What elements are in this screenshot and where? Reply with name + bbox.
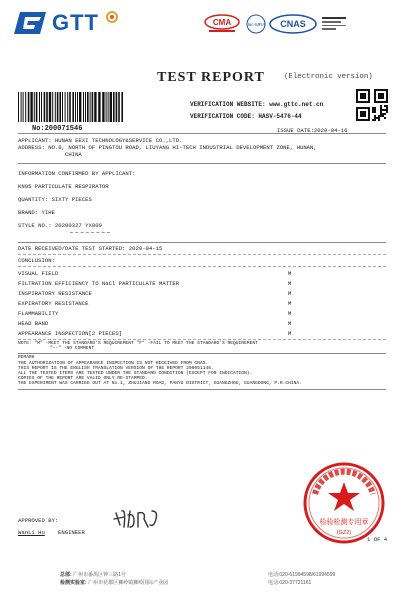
cnas-mark-text: CNAS bbox=[280, 19, 306, 29]
divider bbox=[70, 232, 110, 233]
divider bbox=[18, 242, 386, 243]
qr-code bbox=[356, 89, 388, 121]
result-value: M bbox=[288, 320, 292, 327]
approved-by-label: APPROVED BY: bbox=[18, 517, 59, 524]
barcode-icon bbox=[18, 92, 126, 122]
approver-role: ENGINEER bbox=[58, 529, 85, 536]
issue-date: ISSUE DATE:2020-04-16 bbox=[277, 127, 348, 134]
footer-tel2: 电话:020-37721161 bbox=[268, 580, 312, 586]
ilac-mark-text: ilac-MRA bbox=[246, 22, 266, 27]
page-number: 1 OF 4 bbox=[367, 536, 388, 543]
divider bbox=[18, 389, 386, 390]
remark-line: ALL THE TESTED ITEMS ARE TESTED UNDER THE STANDARD CONDITION (EXCEPT FOR INDICATION). bbox=[18, 371, 253, 376]
result-name: EXPIRATORY RESISTANCE bbox=[18, 300, 89, 307]
conclusion-label: CONCLUSION: bbox=[18, 257, 55, 264]
cma-logo-icon bbox=[203, 14, 241, 34]
divider bbox=[18, 163, 386, 164]
stamp-text: 检验检测专用章 bbox=[319, 518, 369, 526]
divider bbox=[18, 254, 386, 255]
report-subtitle: (Electronic version) bbox=[284, 73, 373, 81]
address-line2: CHINA bbox=[65, 151, 82, 158]
stamp-code: (GZ2) bbox=[336, 530, 352, 536]
footer-tel1: 电话:020-61994598/61994599 bbox=[268, 572, 336, 578]
gtt-logo-mark-icon bbox=[14, 12, 46, 34]
official-stamp bbox=[303, 462, 388, 544]
cma-mark-text: CMA bbox=[212, 18, 232, 27]
remark-header: REMARK bbox=[18, 355, 35, 360]
brand: BRAND: YIHE bbox=[18, 209, 55, 216]
ilac-logo-icon bbox=[245, 14, 267, 34]
style-no: STYLE NO.: 20200327 YX009 bbox=[18, 222, 102, 229]
note-line1: NOTE: "M" -MEET THE STANDARD'S REQUIREMENT "F" -FAIL TO MEET THE STANDARD'S REQUIREMENT bbox=[18, 341, 258, 346]
verification-website: VERIFICATION WEBSITE: www.gttc.net.cn bbox=[190, 101, 324, 108]
result-value: M bbox=[288, 310, 292, 317]
cma-mark bbox=[203, 14, 241, 34]
ilac-mark bbox=[245, 14, 267, 34]
result-value: M bbox=[288, 330, 292, 337]
approver-name: WanLi Hu bbox=[18, 529, 45, 536]
address-line1: ADDRESS: NO.6, NORTH OF PINGTOU ROAD, LIUYANG HI-TECH INDUSTRIAL DEVELOPMENT ZONE, HUNAN, bbox=[18, 144, 317, 151]
gtt-logo bbox=[14, 10, 134, 36]
remark-line: THIS REPORT IS THE ENGLISH TRANSLATION VERSION OF THE REPORT 200051146. bbox=[18, 366, 214, 371]
qr-code-icon bbox=[356, 89, 388, 121]
divider bbox=[18, 339, 386, 340]
gtt-brand-text: GTT bbox=[52, 10, 99, 35]
footer-address-label: 总部: bbox=[60, 572, 72, 578]
divider bbox=[18, 353, 386, 354]
result-name: INSPIRATORY RESISTANCE bbox=[18, 290, 92, 297]
footer-lab bbox=[60, 579, 168, 586]
remark-line: COPIES OF THE REPORT ARE VALID ONLY RE-STAMPED. bbox=[18, 376, 148, 381]
cnas-mark bbox=[268, 14, 318, 34]
barcode bbox=[18, 92, 126, 122]
gtt-sun-icon bbox=[105, 10, 119, 24]
result-value: M bbox=[288, 290, 292, 297]
signature bbox=[112, 505, 162, 531]
divider bbox=[18, 266, 386, 267]
result-name: FILTRATION EFFICIENCY TO NaCl PARTICULATE MATTER bbox=[18, 280, 180, 287]
applicant-line: APPLICANT: HUNAN EEXI TECHNOLOGY&SERVICE CO.,LTD. bbox=[18, 137, 183, 144]
quantity: QUANTITY: SIXTY PIECES bbox=[18, 196, 92, 203]
result-name: VISUAL FIELD bbox=[18, 270, 59, 277]
result-value: M bbox=[288, 280, 292, 287]
divider bbox=[18, 133, 386, 134]
verification-code: VERIFICATION CODE: HASV-5476-44 bbox=[190, 113, 302, 120]
result-value: M bbox=[288, 270, 292, 277]
info-header: INFORMATION CONFIRMED BY APPLICANT: bbox=[18, 170, 136, 177]
cnas-logo-icon bbox=[268, 14, 318, 34]
cnas-code-block bbox=[322, 17, 346, 31]
footer-lab-label: 检测实验室: bbox=[60, 580, 87, 586]
note-line2: "--" -NO COMMENT bbox=[50, 346, 95, 351]
result-name: FLAMMABILITY bbox=[18, 310, 59, 317]
official-stamp-icon bbox=[303, 462, 388, 544]
result-value: M bbox=[288, 300, 292, 307]
remark-line: THE EXPERIMENT WAS CARRIED OUT AT No.1, ZHUJIANG ROAD, PANYU DISTRICT, GUANGZHOU, GUANGDONG, P.R.CHINA. bbox=[18, 381, 302, 386]
footer-address bbox=[60, 571, 126, 578]
product-name: KN95 PARTICULATE RESPIRATOR bbox=[18, 183, 109, 190]
footer-lab-value: 广州市花都区狮岭镇狮岭国际产业园 bbox=[88, 580, 169, 586]
remark-line: THE AUTHORIZATION OF APPEARANCE INSPECTION IS NOT RECEIVED FROM CNAS. bbox=[18, 361, 209, 366]
date-received: DATE RECEIVED/DATE TEST STARTED: 2020-04-15 bbox=[18, 245, 163, 252]
result-name: APPEARANCE INSPECTION[2 PIECES] bbox=[18, 330, 123, 337]
result-name: HEAD BAND bbox=[18, 320, 49, 327]
report-number: No:200071546 bbox=[32, 125, 83, 133]
report-title: TEST REPORT bbox=[157, 70, 265, 85]
footer-address-value: 广州市番禺区钟三路1号 bbox=[73, 572, 126, 578]
signature-icon bbox=[112, 505, 162, 531]
